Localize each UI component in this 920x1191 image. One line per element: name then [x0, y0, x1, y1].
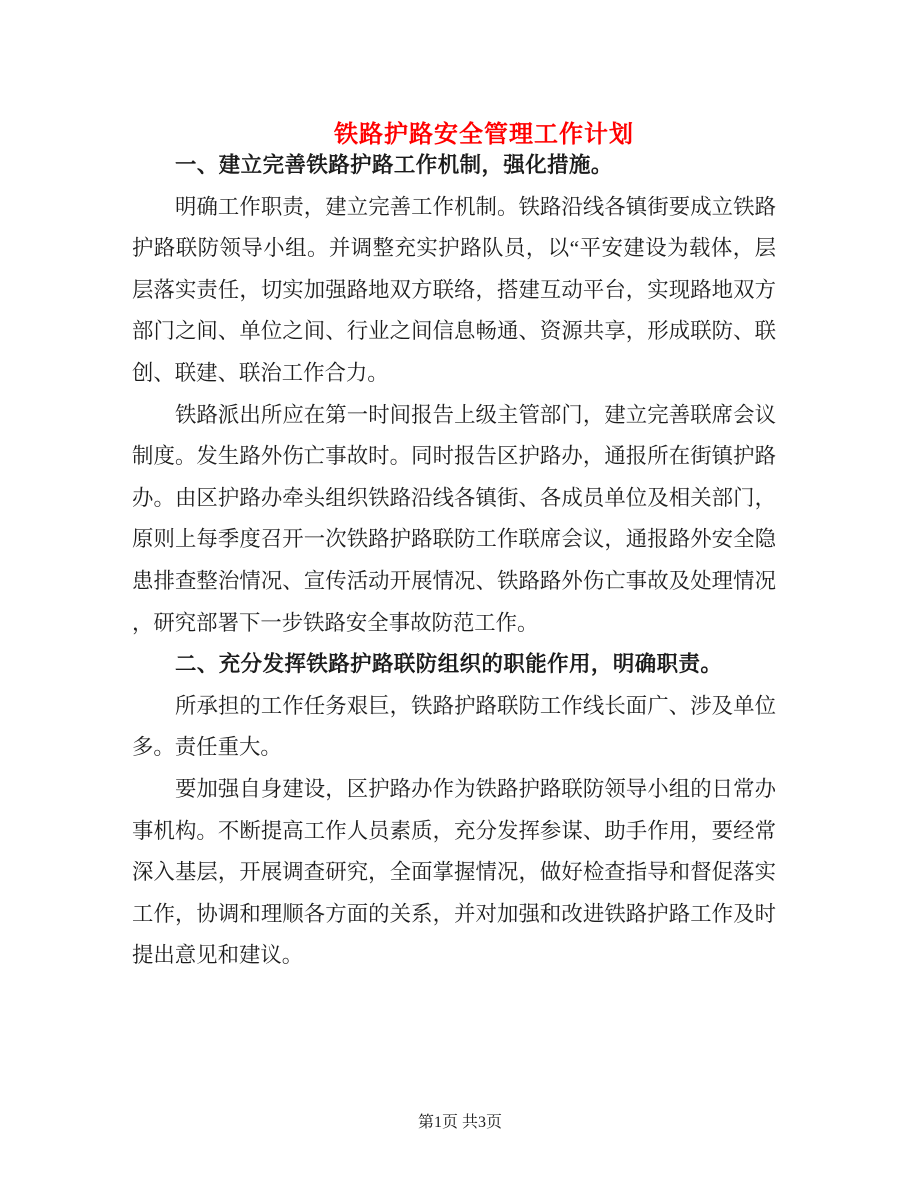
text-line: 层落实责任，切实加强路地双方联络，搭建互动平台，实现路地双方 — [132, 277, 776, 302]
text-line: ，研究部署下一步铁路安全事故防范工作。 — [132, 610, 539, 635]
text-line: 创、联建、联治工作合力。 — [132, 360, 389, 385]
text-line: 制度。发生路外伤亡事故时。同时报告区护路办，通报所在街镇护路 — [132, 444, 776, 469]
text-line: 多。责任重大。 — [132, 735, 282, 760]
document-blocks — [132, 145, 776, 977]
text-line: 部门之间、单位之间、行业之间信息畅通、资源共享，形成联防、联 — [132, 319, 776, 344]
text-line: 办。由区护路办牵头组织铁路沿线各镇街、各成员单位及相关部门， — [132, 485, 776, 510]
text-line: 事机构。不断提高工作人员素质，充分发挥参谋、助手作用，要经常 — [132, 818, 776, 843]
text-line: 工作，协调和理顺各方面的关系，并对加强和改进铁路护路工作及时 — [132, 901, 776, 926]
paragraph — [132, 395, 776, 645]
text-line: 提出意见和建议。 — [132, 943, 304, 968]
section-heading: 一、建立完善铁路护路工作机制，强化措施。 — [175, 153, 613, 177]
text-line: 明确工作职责，建立完善工作机制。铁路沿线各镇街要成立铁路 — [175, 194, 776, 219]
document-title: 铁路护路安全管理工作计划 — [334, 122, 634, 149]
paragraph — [132, 686, 776, 769]
text-line: 患排查整治情况、宣传活动开展情况、铁路路外伤亡事故及处理情况 — [132, 568, 776, 593]
section-heading: 二、充分发挥铁路护路联防组织的职能作用，明确职责。 — [175, 652, 723, 677]
text-line: 原则上每季度召开一次铁路护路联防工作联席会议，通报路外安全隐 — [132, 527, 776, 552]
page-footer: 第1页 共3页 — [417, 1114, 502, 1131]
text-line: 深入基层，开展调查研究，全面掌握情况，做好检查指导和督促落实 — [132, 860, 776, 885]
text-line: 所承担的工作任务艰巨，铁路护路联防工作线长面广、涉及单位 — [175, 693, 776, 718]
text-line: 护路联防领导小组。并调整充实护路队员，以“平安建设为载体，层 — [132, 236, 776, 261]
text-line: 铁路派出所应在第一时间报告上级主管部门，建立完善联席会议 — [175, 402, 776, 427]
paragraph — [132, 187, 776, 395]
text-line: 要加强自身建设，区护路办作为铁路护路联防领导小组的日常办 — [175, 776, 776, 801]
paragraph — [132, 769, 776, 977]
